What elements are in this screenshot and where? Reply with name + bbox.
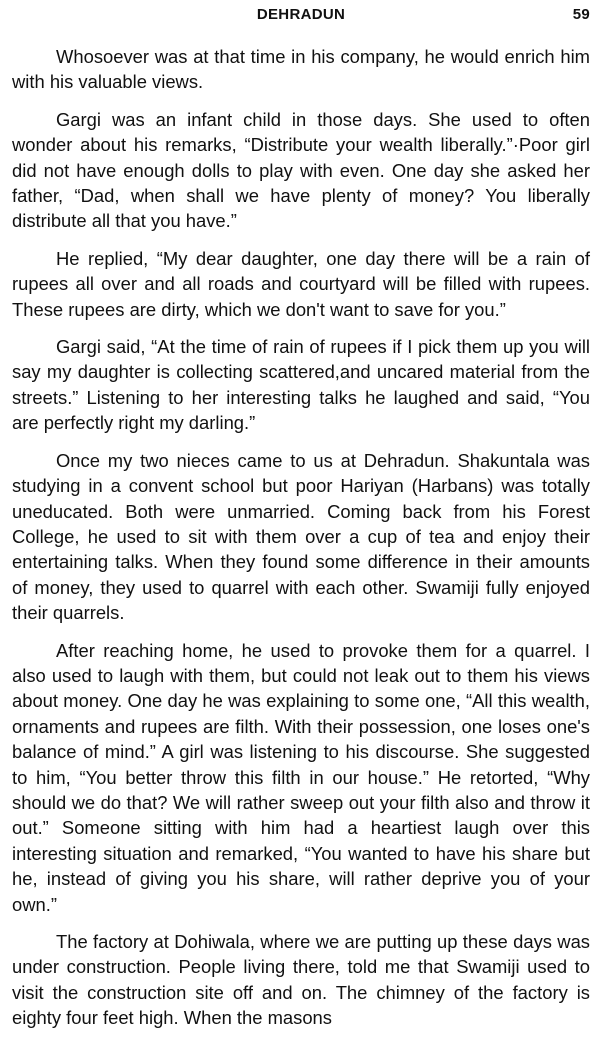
paragraph-2: Gargi was an infant child in those days. She used to often wonder about his remarks, “Distribute your wealth liberally.”·Poor girl did not have enough dolls to play with even. One day she asked her father, “Dad, when shall we have plenty of money? You liberally distribute all that you have.” — [12, 108, 590, 232]
paragraph-1: Whosoever was at that time in his company, he would enrich him with his valuable views. — [12, 46, 590, 93]
chapter-running-title: DEHRADUN — [256, 5, 346, 23]
paragraph-7: The factory at Dohiwala, where we are putting up these days was under construction. People living there, told me that Swamiji used to visit the construction site off and on. The chimney of the factory is eighty four feet high. When the masons — [12, 931, 590, 1029]
page-number: 59 — [572, 5, 590, 23]
paragraph-5: Once my two nieces came to us at Dehradun. Shakuntala was studying in a convent school but poor Hariyan (Harbans) was totally uneducated. Both were unmarried. Coming back from his Forest College, he used to sit with them over a cup of tea and enjoy their entertaining talks. When they found some difference in their amounts of money, they used to quarrel with each other. Swamiji fully enjoyed their quarrels. — [12, 449, 590, 624]
paragraph-4: Gargi said, “At the time of rain of rupees if I pick them up you will say my daughter is collecting scattered,and uncared material from the streets.” Listening to her interesting talks he laughed and said, “You are perfectly right my darling.” — [12, 336, 590, 434]
body-text — [12, 44, 590, 1031]
running-header — [12, 0, 590, 28]
paragraph-3: He replied, “My dear daughter, one day there will be a rain of rupees all over and all roads and courtyard will be filled with rupees. These rupees are dirty, which we don't want to save for you.” — [12, 247, 590, 320]
paragraph-6: After reaching home, he used to provoke them for a quarrel. I also used to laugh with them, but could not leak out to them his views about money. One day he was explaining to some one, “All this wealth, ornaments and rupees are filth. With their possession, one loses one's balance of mind.” A girl was listening to his discourse. She suggested to him, “You better throw this filth in our house.” He retorted, “Why should we do that? We will rather sweep out your filth also and throw it out.” Someone sitting with him had a heartiest laugh over this interesting situation and remarked, “You wanted to have his share but he, instead of giving you his share, will rather deprive you of your own.” — [12, 639, 590, 915]
